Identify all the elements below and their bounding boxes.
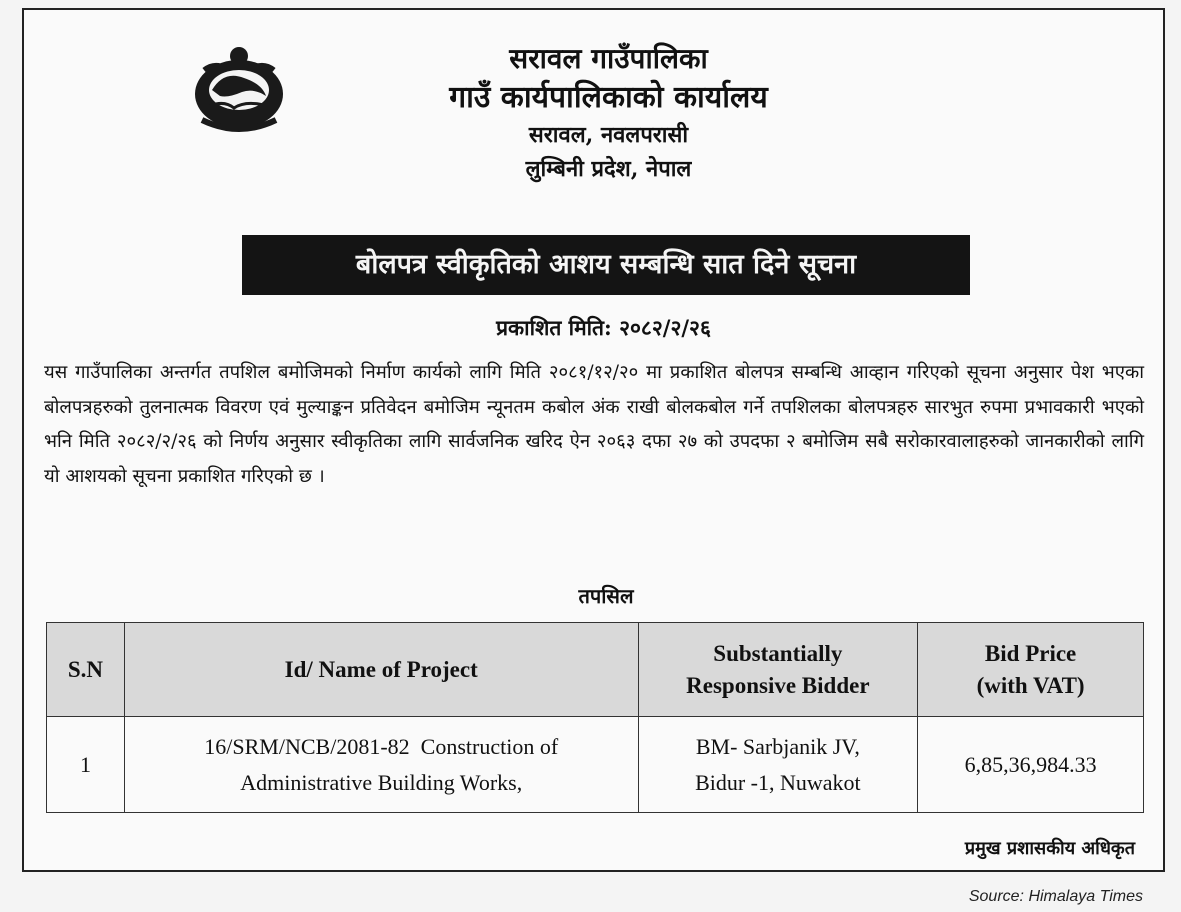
cell-bidder-line1: BM- Sarbjanik JV, xyxy=(695,733,860,759)
header-price xyxy=(918,623,1144,717)
source-credit: Source: Himalaya Times xyxy=(968,888,1143,905)
signatory-title: प्रमुख प्रशासकीय अधिकृत xyxy=(964,838,1135,859)
office-province: लुम्बिनी प्रदेश, नेपाल xyxy=(525,156,692,182)
municipality-name: सरावल गाउँपालिका xyxy=(509,42,708,75)
schedule-heading: तपसिल xyxy=(578,584,634,608)
cell-bidder-line2: Bidur -1, Nuwakot xyxy=(695,769,861,795)
header-price-line2: (with VAT) xyxy=(976,672,1085,698)
office-address: सरावल, नवलपरासी xyxy=(528,122,689,148)
bid-table xyxy=(46,622,1144,813)
header-bidder xyxy=(638,623,918,717)
office-header xyxy=(24,40,1163,186)
notice-title: बोलपत्र स्वीकृतिको आशय सम्बन्धि सात दिने सूचना xyxy=(242,235,970,295)
cell-project xyxy=(124,717,638,813)
cell-price: 6,85,36,984.33 xyxy=(918,717,1144,813)
cell-project-line2: Administrative Building Works, xyxy=(240,769,523,795)
tender-notice xyxy=(22,8,1165,872)
header-bidder-line1: Substantially xyxy=(713,640,843,666)
header-sn: S.N xyxy=(47,623,125,717)
cell-sn: 1 xyxy=(47,717,125,813)
header-project: Id/ Name of Project xyxy=(124,623,638,717)
header-price-line1: Bid Price xyxy=(984,640,1077,666)
header-bidder-line2: Responsive Bidder xyxy=(686,672,870,698)
cell-project-line1: 16/SRM/NCB/2081-82 Construction of xyxy=(204,733,559,759)
notice-body: यस गाउँपालिका अन्तर्गत तपशिल बमोजिमको निर्माण कार्यको लागि मिति २०८१/१२/२० मा प्रकाशित बोलपत्र सम्बन्धि आव्हान गरिएको सूचना अनुसार पेश भएका बोलपत्रहरुको तुलनात्मक विवरण एवं मुल्याङ्कन प्रतिवेदन बमोजिम न्यूनतम कबोल अंक राखी बोलकबोल गर्ने तपशिलका बोलपत्रहरु सारभुत रुपमा प्रभावकारी भएको भनि मिति २०८२/२/२६ को निर्णय अनुसार स्वीकृतिका लागि सार्वजनिक खरिद ऐन २०६३ दफा २७ को उपदफा २ बमोजिम सबै सरोकारवालाहरुको जानकारीको लागि यो आशयको सूचना प्रकाशित गरिएको छ । xyxy=(44,362,1144,487)
table-row xyxy=(47,717,1144,813)
table-header-row xyxy=(47,623,1144,717)
office-name: गाउँ कार्यपालिकाको कार्यालय xyxy=(449,80,768,115)
published-date: प्रकाशित मिति: २०८२/२/२६ xyxy=(496,315,711,340)
cell-bidder xyxy=(638,717,918,813)
